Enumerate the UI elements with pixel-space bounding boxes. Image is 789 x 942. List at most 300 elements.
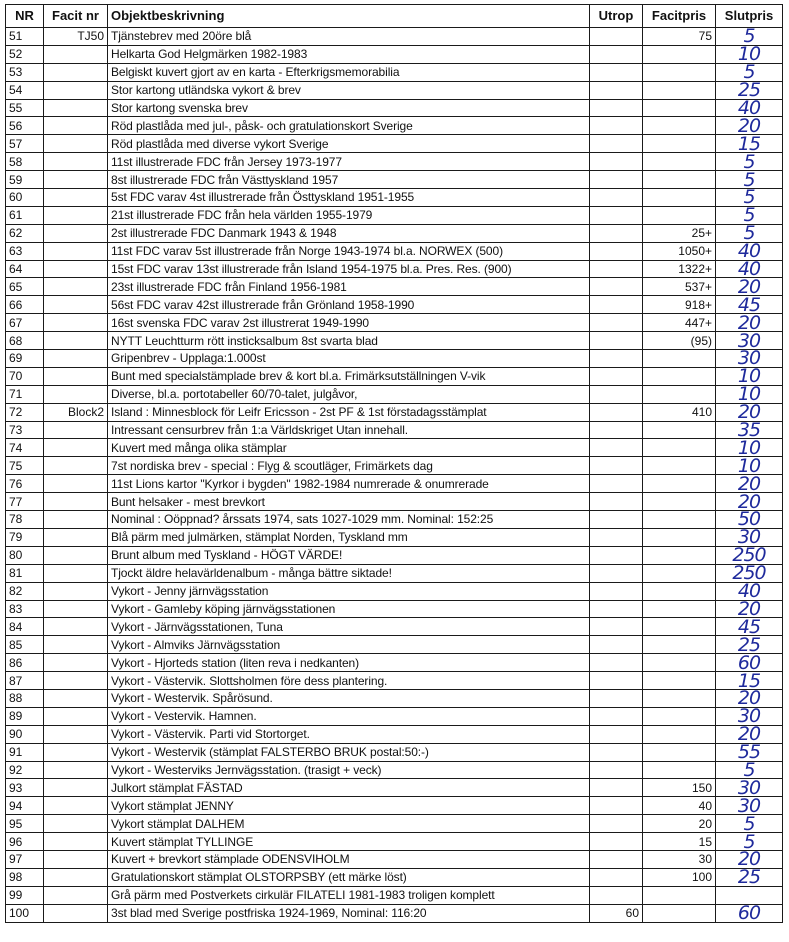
table-row xyxy=(6,242,783,260)
catalog-price: 1050+ xyxy=(643,242,716,260)
facit-number xyxy=(44,904,108,922)
catalog-price xyxy=(643,206,716,224)
starting-price xyxy=(590,403,643,421)
table-row xyxy=(6,314,783,332)
final-price: 250 xyxy=(716,546,783,564)
final-price: 40 xyxy=(716,260,783,278)
facit-number xyxy=(44,421,108,439)
table-row xyxy=(6,457,783,475)
facit-number xyxy=(44,260,108,278)
lot-number: 55 xyxy=(6,99,44,117)
lot-number: 51 xyxy=(6,28,44,46)
lot-number: 73 xyxy=(6,421,44,439)
object-description: Helkarta God Helgmärken 1982-1983 xyxy=(108,45,590,63)
lot-number: 89 xyxy=(6,707,44,725)
starting-price xyxy=(590,886,643,904)
facit-number xyxy=(44,582,108,600)
catalog-price xyxy=(643,600,716,618)
final-price: 60 xyxy=(716,904,783,922)
starting-price xyxy=(590,528,643,546)
final-price: 10 xyxy=(716,457,783,475)
lot-number: 79 xyxy=(6,528,44,546)
object-description: Vykort - Westervik (stämplat FALSTERBO BRUK postal:50:-) xyxy=(108,743,590,761)
catalog-price xyxy=(643,904,716,922)
starting-price: 60 xyxy=(590,904,643,922)
lot-number: 81 xyxy=(6,564,44,582)
catalog-price xyxy=(643,63,716,81)
object-description: Island : Minnesblock för Leifr Ericsson - 2st PF & 1st förstadagsstämplat xyxy=(108,403,590,421)
facit-number xyxy=(44,45,108,63)
starting-price xyxy=(590,224,643,242)
final-price: 25 xyxy=(716,81,783,99)
final-price: 20 xyxy=(716,493,783,511)
lot-number: 87 xyxy=(6,672,44,690)
final-price: 10 xyxy=(716,367,783,385)
lot-number: 72 xyxy=(6,403,44,421)
lot-number: 75 xyxy=(6,457,44,475)
facit-number xyxy=(44,797,108,815)
facit-number xyxy=(44,743,108,761)
catalog-price: 537+ xyxy=(643,278,716,296)
table-row xyxy=(6,815,783,833)
catalog-price: 20 xyxy=(643,815,716,833)
header-facit-nr: Facit nr xyxy=(44,5,108,28)
starting-price xyxy=(590,350,643,368)
object-description: Röd plastlåda med jul-, påsk- och gratulationskort Sverige xyxy=(108,117,590,135)
catalog-price xyxy=(643,81,716,99)
facit-number xyxy=(44,672,108,690)
final-price: 50 xyxy=(716,511,783,529)
facit-number xyxy=(44,850,108,868)
header-row xyxy=(6,5,783,28)
final-price: 20 xyxy=(716,403,783,421)
final-price: 40 xyxy=(716,99,783,117)
table-row xyxy=(6,332,783,350)
table-row xyxy=(6,135,783,153)
table-row xyxy=(6,260,783,278)
facit-number xyxy=(44,636,108,654)
starting-price xyxy=(590,385,643,403)
table-row xyxy=(6,367,783,385)
final-price: 15 xyxy=(716,135,783,153)
table-body xyxy=(6,28,783,923)
final-price: 60 xyxy=(716,654,783,672)
lot-number: 56 xyxy=(6,117,44,135)
table-row xyxy=(6,672,783,690)
facit-number xyxy=(44,385,108,403)
catalog-price xyxy=(643,725,716,743)
object-description: 2st illustrerade FDC Danmark 1943 & 1948 xyxy=(108,224,590,242)
lot-number: 71 xyxy=(6,385,44,403)
starting-price xyxy=(590,493,643,511)
catalog-price: 25+ xyxy=(643,224,716,242)
final-price: 55 xyxy=(716,743,783,761)
lot-number: 82 xyxy=(6,582,44,600)
facit-number: Block2 xyxy=(44,403,108,421)
object-description: Kuvert med många olika stämplar xyxy=(108,439,590,457)
header-slutpris: Slutpris xyxy=(716,5,783,28)
final-price: 5 xyxy=(716,833,783,851)
object-description: NYTT Leuchtturm rött insticksalbum 8st svarta blad xyxy=(108,332,590,350)
object-description: Stor kartong utländska vykort & brev xyxy=(108,81,590,99)
facit-number xyxy=(44,564,108,582)
final-price: 20 xyxy=(716,600,783,618)
facit-number: TJ50 xyxy=(44,28,108,46)
table-row xyxy=(6,28,783,46)
starting-price xyxy=(590,582,643,600)
starting-price xyxy=(590,475,643,493)
catalog-price xyxy=(643,439,716,457)
catalog-price xyxy=(643,45,716,63)
final-price: 10 xyxy=(716,439,783,457)
catalog-price xyxy=(643,421,716,439)
facit-number xyxy=(44,707,108,725)
table-row xyxy=(6,868,783,886)
facit-number xyxy=(44,278,108,296)
catalog-price xyxy=(643,189,716,207)
object-description: Röd plastlåda med diverse vykort Sverige xyxy=(108,135,590,153)
final-price: 20 xyxy=(716,689,783,707)
final-price: 30 xyxy=(716,332,783,350)
catalog-price: 30 xyxy=(643,850,716,868)
starting-price xyxy=(590,815,643,833)
lot-number: 68 xyxy=(6,332,44,350)
starting-price xyxy=(590,81,643,99)
object-description: Vykort - Vestervik. Hamnen. xyxy=(108,707,590,725)
starting-price xyxy=(590,868,643,886)
catalog-price xyxy=(643,457,716,475)
starting-price xyxy=(590,278,643,296)
catalog-price xyxy=(643,99,716,117)
lot-number: 93 xyxy=(6,779,44,797)
facit-number xyxy=(44,439,108,457)
final-price: 20 xyxy=(716,725,783,743)
catalog-price: 100 xyxy=(643,868,716,886)
table-row xyxy=(6,528,783,546)
final-price: 30 xyxy=(716,797,783,815)
starting-price xyxy=(590,99,643,117)
starting-price xyxy=(590,850,643,868)
lot-number: 70 xyxy=(6,367,44,385)
object-description: Vykort - Järnvägsstationen, Tuna xyxy=(108,618,590,636)
table-row xyxy=(6,439,783,457)
table-row xyxy=(6,743,783,761)
facit-number xyxy=(44,761,108,779)
facit-number xyxy=(44,117,108,135)
catalog-price xyxy=(643,743,716,761)
object-description: Vykort - Västervik. Parti vid Stortorget. xyxy=(108,725,590,743)
final-price: 40 xyxy=(716,582,783,600)
facit-number xyxy=(44,868,108,886)
starting-price xyxy=(590,332,643,350)
starting-price xyxy=(590,260,643,278)
object-description: Vykort - Westervik. Spårösund. xyxy=(108,689,590,707)
final-price: 5 xyxy=(716,189,783,207)
object-description: Intressant censurbrev från 1:a Världskriget Utan innehall. xyxy=(108,421,590,439)
table-row xyxy=(6,421,783,439)
facit-number xyxy=(44,600,108,618)
catalog-price xyxy=(643,385,716,403)
table-row xyxy=(6,582,783,600)
lot-number: 78 xyxy=(6,511,44,529)
final-price: 20 xyxy=(716,850,783,868)
final-price: 5 xyxy=(716,28,783,46)
table-row xyxy=(6,296,783,314)
catalog-price xyxy=(643,761,716,779)
final-price: 250 xyxy=(716,564,783,582)
final-price xyxy=(716,886,783,904)
starting-price xyxy=(590,797,643,815)
lot-number: 99 xyxy=(6,886,44,904)
object-description: 7st nordiska brev - special : Flyg & scoutläger, Frimärkets dag xyxy=(108,457,590,475)
lot-number: 63 xyxy=(6,242,44,260)
starting-price xyxy=(590,618,643,636)
object-description: Grå pärm med Postverkets cirkulär FILATELI 1981-1983 troligen komplett xyxy=(108,886,590,904)
lot-number: 76 xyxy=(6,475,44,493)
final-price: 10 xyxy=(716,45,783,63)
starting-price xyxy=(590,779,643,797)
catalog-price xyxy=(643,511,716,529)
catalog-price: 1322+ xyxy=(643,260,716,278)
starting-price xyxy=(590,242,643,260)
table-row xyxy=(6,707,783,725)
facit-number xyxy=(44,654,108,672)
starting-price xyxy=(590,296,643,314)
catalog-price xyxy=(643,475,716,493)
lot-number: 88 xyxy=(6,689,44,707)
lot-number: 77 xyxy=(6,493,44,511)
starting-price xyxy=(590,421,643,439)
table-row xyxy=(6,564,783,582)
lot-number: 74 xyxy=(6,439,44,457)
object-description: 3st blad med Sverige postfriska 1924-1969, Nominal: 116:20 xyxy=(108,904,590,922)
catalog-price: 150 xyxy=(643,779,716,797)
object-description: Vykort - Jenny järnvägsstation xyxy=(108,582,590,600)
facit-number xyxy=(44,206,108,224)
final-price: 5 xyxy=(716,761,783,779)
object-description: 23st illustrerade FDC från Finland 1956-1981 xyxy=(108,278,590,296)
lot-number: 83 xyxy=(6,600,44,618)
catalog-price: 15 xyxy=(643,833,716,851)
facit-number xyxy=(44,135,108,153)
catalog-price xyxy=(643,546,716,564)
catalog-price: 918+ xyxy=(643,296,716,314)
starting-price xyxy=(590,117,643,135)
final-price: 5 xyxy=(716,206,783,224)
catalog-price: 75 xyxy=(643,28,716,46)
lot-number: 94 xyxy=(6,797,44,815)
starting-price xyxy=(590,439,643,457)
facit-number xyxy=(44,224,108,242)
starting-price xyxy=(590,672,643,690)
lot-number: 65 xyxy=(6,278,44,296)
table-row xyxy=(6,725,783,743)
object-description: 16st svenska FDC varav 2st illustrerat 1949-1990 xyxy=(108,314,590,332)
table-row xyxy=(6,81,783,99)
final-price: 5 xyxy=(716,815,783,833)
facit-number xyxy=(44,528,108,546)
lot-number: 52 xyxy=(6,45,44,63)
catalog-price xyxy=(643,636,716,654)
final-price: 30 xyxy=(716,350,783,368)
starting-price xyxy=(590,457,643,475)
lot-number: 86 xyxy=(6,654,44,672)
header-description: Objektbeskrivning xyxy=(108,5,590,28)
lot-number: 85 xyxy=(6,636,44,654)
final-price: 30 xyxy=(716,707,783,725)
object-description: Bunt med specialstämplade brev & kort bl.a. Frimärksutställningen V-vik xyxy=(108,367,590,385)
final-price: 20 xyxy=(716,475,783,493)
catalog-price: 40 xyxy=(643,797,716,815)
object-description: Gratulationskort stämplat OLSTORPSBY (ett märke löst) xyxy=(108,868,590,886)
table-row xyxy=(6,403,783,421)
catalog-price xyxy=(643,117,716,135)
catalog-price xyxy=(643,618,716,636)
header-utrop: Utrop xyxy=(590,5,643,28)
table-row xyxy=(6,850,783,868)
facit-number xyxy=(44,153,108,171)
table-row xyxy=(6,833,783,851)
table-row xyxy=(6,689,783,707)
facit-number xyxy=(44,63,108,81)
starting-price xyxy=(590,725,643,743)
catalog-price xyxy=(643,886,716,904)
object-description: Gripenbrev - Upplaga:1.000st xyxy=(108,350,590,368)
lot-number: 100 xyxy=(6,904,44,922)
starting-price xyxy=(590,636,643,654)
facit-number xyxy=(44,171,108,189)
starting-price xyxy=(590,707,643,725)
starting-price xyxy=(590,189,643,207)
table-row xyxy=(6,546,783,564)
catalog-price xyxy=(643,493,716,511)
final-price: 40 xyxy=(716,242,783,260)
object-description: 21st illustrerade FDC från hela världen 1955-1979 xyxy=(108,206,590,224)
facit-number xyxy=(44,242,108,260)
lot-number: 60 xyxy=(6,189,44,207)
table-row xyxy=(6,904,783,922)
catalog-price xyxy=(643,654,716,672)
facit-number xyxy=(44,618,108,636)
final-price: 35 xyxy=(716,421,783,439)
facit-number xyxy=(44,779,108,797)
facit-number xyxy=(44,493,108,511)
lot-number: 54 xyxy=(6,81,44,99)
facit-number xyxy=(44,511,108,529)
lot-number: 80 xyxy=(6,546,44,564)
starting-price xyxy=(590,600,643,618)
table-row xyxy=(6,99,783,117)
facit-number xyxy=(44,725,108,743)
facit-number xyxy=(44,367,108,385)
starting-price xyxy=(590,63,643,81)
header-nr: NR xyxy=(6,5,44,28)
starting-price xyxy=(590,171,643,189)
object-description: 11st illustrerade FDC från Jersey 1973-1977 xyxy=(108,153,590,171)
table-row xyxy=(6,206,783,224)
table-row xyxy=(6,600,783,618)
final-price: 20 xyxy=(716,278,783,296)
object-description: 11st Lions kartor "Kyrkor i bygden" 1982-1984 numrerade & onumrerade xyxy=(108,475,590,493)
facit-number xyxy=(44,886,108,904)
object-description: 56st FDC varav 42st illustrerade från Grönland 1958-1990 xyxy=(108,296,590,314)
starting-price xyxy=(590,367,643,385)
final-price: 30 xyxy=(716,528,783,546)
starting-price xyxy=(590,314,643,332)
object-description: 15st FDC varav 13st illustrerade från Island 1954-1975 bl.a. Pres. Res. (900) xyxy=(108,260,590,278)
final-price: 5 xyxy=(716,63,783,81)
catalog-price xyxy=(643,367,716,385)
object-description: Vykort - Västervik. Slottsholmen före dess plantering. xyxy=(108,672,590,690)
object-description: Vykort - Hjorteds station (liten reva i nedkanten) xyxy=(108,654,590,672)
table-row xyxy=(6,385,783,403)
table-row xyxy=(6,636,783,654)
catalog-price xyxy=(643,528,716,546)
catalog-price xyxy=(643,350,716,368)
starting-price xyxy=(590,689,643,707)
catalog-price xyxy=(643,135,716,153)
lot-number: 67 xyxy=(6,314,44,332)
lot-number: 69 xyxy=(6,350,44,368)
table-row xyxy=(6,153,783,171)
table-row xyxy=(6,278,783,296)
starting-price xyxy=(590,654,643,672)
table-row xyxy=(6,171,783,189)
final-price: 5 xyxy=(716,171,783,189)
lot-number: 91 xyxy=(6,743,44,761)
table-row xyxy=(6,493,783,511)
table-row xyxy=(6,654,783,672)
final-price: 5 xyxy=(716,224,783,242)
catalog-price: (95) xyxy=(643,332,716,350)
lot-number: 64 xyxy=(6,260,44,278)
object-description: Tjockt äldre helavärldenalbum - många bättre siktade! xyxy=(108,564,590,582)
lot-number: 62 xyxy=(6,224,44,242)
lot-number: 59 xyxy=(6,171,44,189)
starting-price xyxy=(590,564,643,582)
facit-number xyxy=(44,99,108,117)
object-description: Tjänstebrev med 20öre blå xyxy=(108,28,590,46)
lot-number: 58 xyxy=(6,153,44,171)
final-price: 20 xyxy=(716,117,783,135)
catalog-price xyxy=(643,582,716,600)
table-row xyxy=(6,475,783,493)
lot-number: 98 xyxy=(6,868,44,886)
table-row xyxy=(6,63,783,81)
final-price: 30 xyxy=(716,779,783,797)
starting-price xyxy=(590,206,643,224)
lot-number: 95 xyxy=(6,815,44,833)
table-row xyxy=(6,618,783,636)
object-description: Belgiskt kuvert gjort av en karta - Efterkrigsmemorabilia xyxy=(108,63,590,81)
facit-number xyxy=(44,457,108,475)
object-description: Brunt album med Tyskland - HÖGT VÄRDE! xyxy=(108,546,590,564)
object-description: Vykort - Gamleby köping järnvägsstationen xyxy=(108,600,590,618)
facit-number xyxy=(44,296,108,314)
object-description: Stor kartong svenska brev xyxy=(108,99,590,117)
facit-number xyxy=(44,475,108,493)
facit-number xyxy=(44,689,108,707)
facit-number xyxy=(44,350,108,368)
table-row xyxy=(6,189,783,207)
catalog-price xyxy=(643,672,716,690)
lot-number: 84 xyxy=(6,618,44,636)
facit-number xyxy=(44,546,108,564)
object-description: Nominal : Oöppnad? årssats 1974, sats 1027-1029 mm. Nominal: 152:25 xyxy=(108,511,590,529)
object-description: Kuvert stämplat TYLLINGE xyxy=(108,833,590,851)
table-row xyxy=(6,224,783,242)
catalog-price xyxy=(643,564,716,582)
